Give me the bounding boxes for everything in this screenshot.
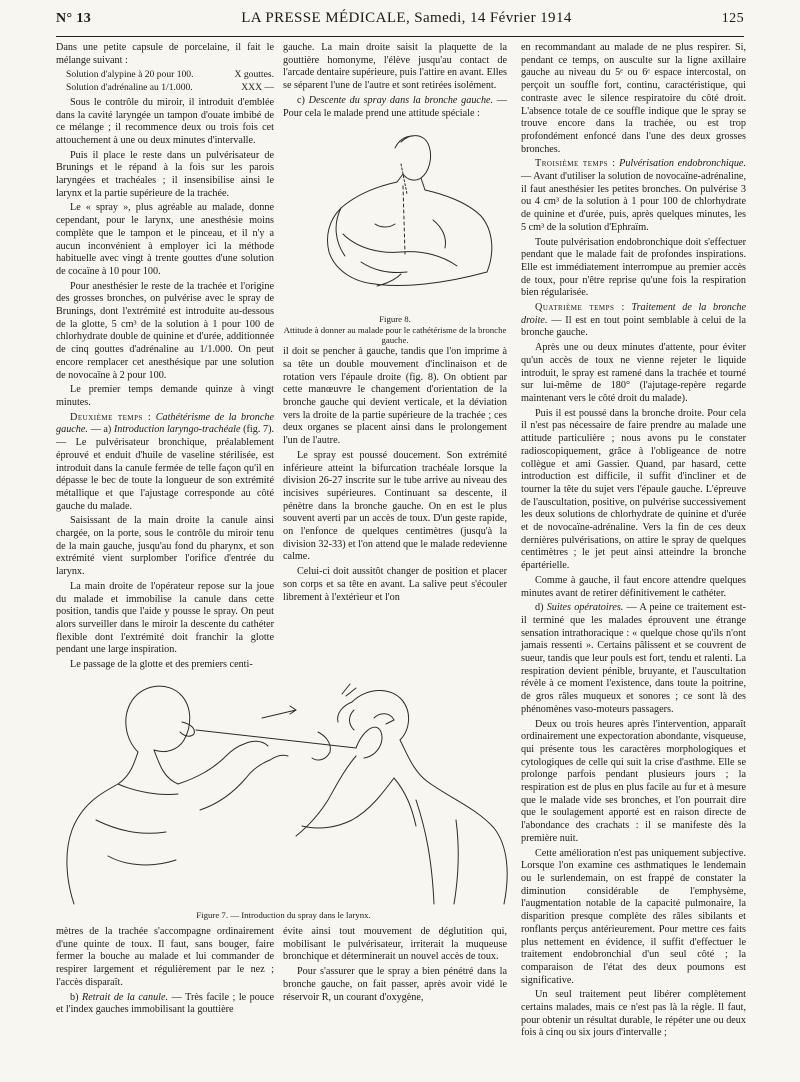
figure-8-caption: Attitude à donner au malade pour le cathétérisme de la bronche gauche. xyxy=(283,324,507,346)
column-bottom-left xyxy=(56,926,274,1076)
subsection-title: Introduction laryngo-trachéale xyxy=(113,424,241,436)
section-heading: Deuxième temps : xyxy=(70,411,152,423)
figure-7-caption: Figure 7. — Introduction du spray dans le larynx. xyxy=(196,910,371,920)
section-paragraph xyxy=(56,412,274,514)
text-run: — Il est en tout point semblable à celui de la bronche gauche. xyxy=(521,314,746,339)
subsection-title: Suites opératoires. xyxy=(546,602,624,614)
paragraph: Puis il place le reste dans un pulvérisateur de Brunings et le répand à la fois sur les parois laryngées et trachéales ; il insensibilise ainsi le larynx et la partie supérieure de la trachée. xyxy=(56,149,274,199)
section-heading: Troisième temps : xyxy=(535,158,616,170)
paragraph: Saisissant de la main droite la canule ainsi chargée, on la porte, sous le contrôle du miroir tenu de la main gauche, jusqu'au fond du pharynx, et son extrémité vient surplomber l'orifice d'entrée du larynx. xyxy=(56,515,274,578)
paragraph: gauche. La main droite saisit la plaquette de la gouttière homonyme, l'élève jusqu'au contact de l'arcade dentaire supérieure, puis l'attire en avant. Elles se séparent l'une de l'autre et sont retirées isolément. xyxy=(283,42,508,92)
paragraph: Le spray est poussé doucement. Son extrémité inférieure atteint la bifurcation trachéale lorsque la division 26-27 inscrite sur le tube arrive au niveau des incisives supérieures. Continuant sa descente, il pénètre dans la bronche gauche. On en est le plus souvent averti par un accès de toux. D'un geste rapide, on l'enfonce de quelques centimètres (jusqu'à la division 32-33) et l'on attend que le malade redevienne calme. xyxy=(283,449,507,563)
section-paragraph xyxy=(521,302,746,340)
page-header xyxy=(56,10,744,37)
page-number: 125 xyxy=(721,11,744,26)
text-run: — a) xyxy=(90,424,112,436)
column-middle xyxy=(283,42,507,654)
section-heading: Quatrième temps : xyxy=(535,302,625,314)
text-run: c) xyxy=(297,94,305,106)
paragraph: Pour anesthésier le reste de la trachée et l'origine des grosses bronches, on pulvérise avec le spray de Brunings, dont l'extrémité est introduite au-dessous de la glotte, 5 cm³ de la solution à 1 pour 100 de chlorhydrate double de quinine et d'urée, additionnée de cinq gouttes d'adrénaline au 1/1.000. On peut encore remplacer cet anesthésique par une solution de novocaïne à 2 pour 100. xyxy=(56,280,274,381)
paragraph: Après une ou deux minutes d'attente, pour éviter qu'un accès de toux ne vienne rejeter le liquide introduit, le spray est ramené dans la trachée et tourné sur lui-même de 180° (l'ajutage-repère regarde maintenant vers le côté droit du malade). xyxy=(521,342,746,404)
paragraph: Cette amélioration n'est pas uniquement subjective. Lorsque l'on examine ces asthmatiques le lendemain ou le surlendemain, on est frappé de constater la diminution considérable de l'emphysème, l'augmentation notable de la capacité pulmonaire, la disparition presque complète des râles sibilants et ronflants perçus antérieurement. Pour mettre ces faits plus nettement en évidence, il suffit d'effectuer le traitement endobronchial d'un seul côté ; la comparaison de l'état des deux poumons est significative. xyxy=(521,847,746,986)
paragraph: La main droite de l'opérateur repose sur la joue du malade et immobilise la canule dans cette position, tandis que l'aide y pousse le spray. On peut alors surveiller dans le miroir la descente du cathéter flexible dont l'extrémité doit franchir la glotte pendant une large inspiration. xyxy=(56,580,274,656)
section-paragraph xyxy=(56,992,274,1017)
spray-introduction-illustration xyxy=(56,660,511,906)
journal-title: LA PRESSE MÉDICALE, Samedi, 14 Février 1914 xyxy=(241,10,572,26)
text-run: b) xyxy=(70,991,79,1003)
paragraph: Le « spray », plus agréable au malade, donne cependant, pour le larynx, une anesthésie moins complète que le tampon et le pinceau, et il n'y a aucun inconvénient à employer ici la méthode habituelle avec vingt à trente gouttes d'une solution de cocaïne à 10 pour 100. xyxy=(56,202,274,277)
paragraph: Dans une petite capsule de porcelaine, il fait le mélange suivant : xyxy=(56,42,274,66)
patient-posture-illustration xyxy=(283,124,507,314)
paragraph: Puis il est poussé dans la bronche droite. Pour cela il n'est pas nécessaire de faire prendre au malade une attitude particulière ; nous avons pu le constater radioscopiquement, grâce à l'obligeance de notre collègue et ami Gassier. Quand, par hasard, cette introduction est difficile, il suffit d'incliner et de tourner la tête du sujet vers l'épaule gauche. L'épreuve de l'auscultation, positive, on pulvérise successivement les deux solutions de chlorhydrate de quinine et d'urée et de novocaïne-adrénaline. Vers la fin de ces deux dernières pulvérisations, on attire le spray de quelques centimètres ; le jet peut ainsi atteindre la bronche épartérielle. xyxy=(521,407,746,572)
paragraph: Toute pulvérisation endobronchique doit s'effectuer pendant que le malade fait de profondes inspirations. Elle est immédiatement interrompue au premier accès de toux, pour n'être reprise qu'une fois la respiration bien régularisée. xyxy=(521,236,746,299)
formula-line: Solution d'adrénaline au 1/1.000. xyxy=(66,82,193,94)
paragraph: il doit se pencher à gauche, tandis que l'on imprime à sa tête un double mouvement d'inclinaison et de rotation vers l'épaule droite (fig. 8). On obtient par cette manœuvre le changement d'orientation de la bronche gauche qui devient verticale, et la déviation vers la droite de la partie supérieure de la trachée ; ces deux organes se placent ainsi dans le prolongement l'un de l'autre. xyxy=(283,346,507,447)
figure-8-title: Figure 8. xyxy=(379,314,411,325)
text-run: (fig. 7). — Le pulvérisateur bronchique, préalablement éprouvé et enduit d'huile de vaseline stérilisée, est introduit dans la canule fermée de telle façon qu'il en dépasse le bec de toute la longueur de son extrémité métallique et que l'ajustage corresponde au côté gauche du malade. xyxy=(56,424,275,512)
text-run: — Très facile ; le pouce et l'index gauches immobilisant la gouttière xyxy=(56,991,275,1016)
paragraph: Sous le contrôle du miroir, il introduit d'emblée dans la cavité laryngée un tampon d'ouate imbibé de ce mélange ; il recommence deux ou trois fois cet attouchement à une ou deux minutes d'intervalle. xyxy=(56,96,274,146)
formula xyxy=(66,69,274,94)
column-bottom-middle xyxy=(283,926,507,1076)
paragraph: Deux ou trois heures après l'intervention, apparaît ordinairement une expectoration abondante, visqueuse, qui présente tous les caractères morphologiques et cytologiques de celle qui suit la crise d'asthme. Elle se prolonge parfois pendant plusieurs jours ; la respiration est de plus en plus facile au fur et à mesure que le malade vide ses bronches, et l'on pourrait dire que le soulagement apporté est en raison directe de l'abondance des crachats : il se manifeste dès la première nuit. xyxy=(521,718,746,844)
section-paragraph xyxy=(521,158,746,234)
text-run: — A peine ce traitement est-il terminé que les malades éprouvent une étrange sensation intrathoracique : « quelque chose qu'ils n'ont jamais ressenti ». Certains pâlissent et se couvrent de sueur, tandis que leur pouls est fort, tendu et ralenti. La respiration devient pénible, bruyante, et l'auscultation révèle à ce moment l'existence, dans toute la poitrine, de gros râles muqueux et sonores ; ce sont là des phénomènes vaso-moteurs passagers. xyxy=(521,602,747,715)
section-subtitle: Cathétérisme de la bronche gauche. xyxy=(56,411,274,436)
section-subtitle: Pulvérisation endobronchique. xyxy=(619,158,746,170)
paragraph: mètres de la trachée s'accompagne ordinairement d'une quinte de toux. Il faut, sans bouger, faire fermer la bouche au malade et lui commander de respirer largement et régulièrement par le nez ; l'accès disparaît. xyxy=(56,926,274,988)
paragraph: Le premier temps demande quinze à vingt minutes. xyxy=(56,384,274,408)
paragraph: Le passage de la glotte et des premiers centi- xyxy=(70,659,253,671)
text-run: — Pour cela le malade prend une attitude spéciale : xyxy=(283,94,507,119)
paragraph: évite ainsi tout mouvement de déglutition qui, mobilisant le pulvérisateur, irriterait la muqueuse bronchique et déterminerait un nouvel accès de toux. xyxy=(283,926,507,963)
paragraph: en recommandant au malade de ne plus respirer. Si, pendant ce temps, on ausculte sur la ligne axillaire gauche au niveau du 5ᵉ ou 6ᵉ espace intercostal, on perçoit un souffle fort, continu, caractéristique, qui contraste avec le silence respiratoire du côté droit. L'absence totale de ce souffle indique que le spray se trouve encore dans la trachée, ou est trop profondément enfoncé dans l'une des deux grosses bronches. xyxy=(521,42,746,155)
paragraph: Un seul traitement peut libérer complètement certains malades, mais ce n'est pas là la règle. Il faut, pour obtenir un résultat durable, le répéter une ou deux fois à cinq ou six jours d'intervalle ; xyxy=(521,989,746,1039)
paragraph: Comme à gauche, il faut encore attendre quelques minutes avant de retirer définitivement le cathéter. xyxy=(521,574,746,599)
figure-8 xyxy=(283,124,507,344)
formula-line: Solution d'alypine à 20 pour 100. xyxy=(66,69,194,81)
figure-7 xyxy=(56,660,511,922)
section-paragraph xyxy=(521,602,746,716)
text-run: d) xyxy=(535,602,544,614)
formula-dose: X gouttes. xyxy=(234,69,274,81)
column-right xyxy=(521,42,746,1076)
paragraph: Pour s'assurer que le spray a bien pénétré dans la bronche gauche, on fait passer, après avoir vidé le réservoir R, un courant d'oxygène, xyxy=(283,966,507,1003)
section-subtitle: Traitement de la bronche droite. xyxy=(521,302,746,326)
subsection-title: Descente du spray dans la bronche gauche. xyxy=(308,94,494,106)
text-run: — Avant d'utiliser la solution de novocaïne-adrénaline, il faut anesthésier les petites bronches. On pulvérise 3 ou 4 cm³ de la solution à 1 pour 100 de chlorhydrate de quinine et d'urée, puis, après quelques minutes, les 5 cm³ de la solution d'Ephraïm. xyxy=(521,171,746,233)
subsection-title: Retrait de la canule. xyxy=(82,991,169,1003)
section-paragraph xyxy=(283,95,507,120)
paragraph: Celui-ci doit aussitôt changer de position et placer son corps et sa tête en avant. La salive peut s'écouler librement à l'extérieur et l'on xyxy=(283,566,507,603)
formula-dose: XXX — xyxy=(241,82,274,94)
issue-number: N° 13 xyxy=(56,11,92,26)
column-left xyxy=(56,42,275,671)
